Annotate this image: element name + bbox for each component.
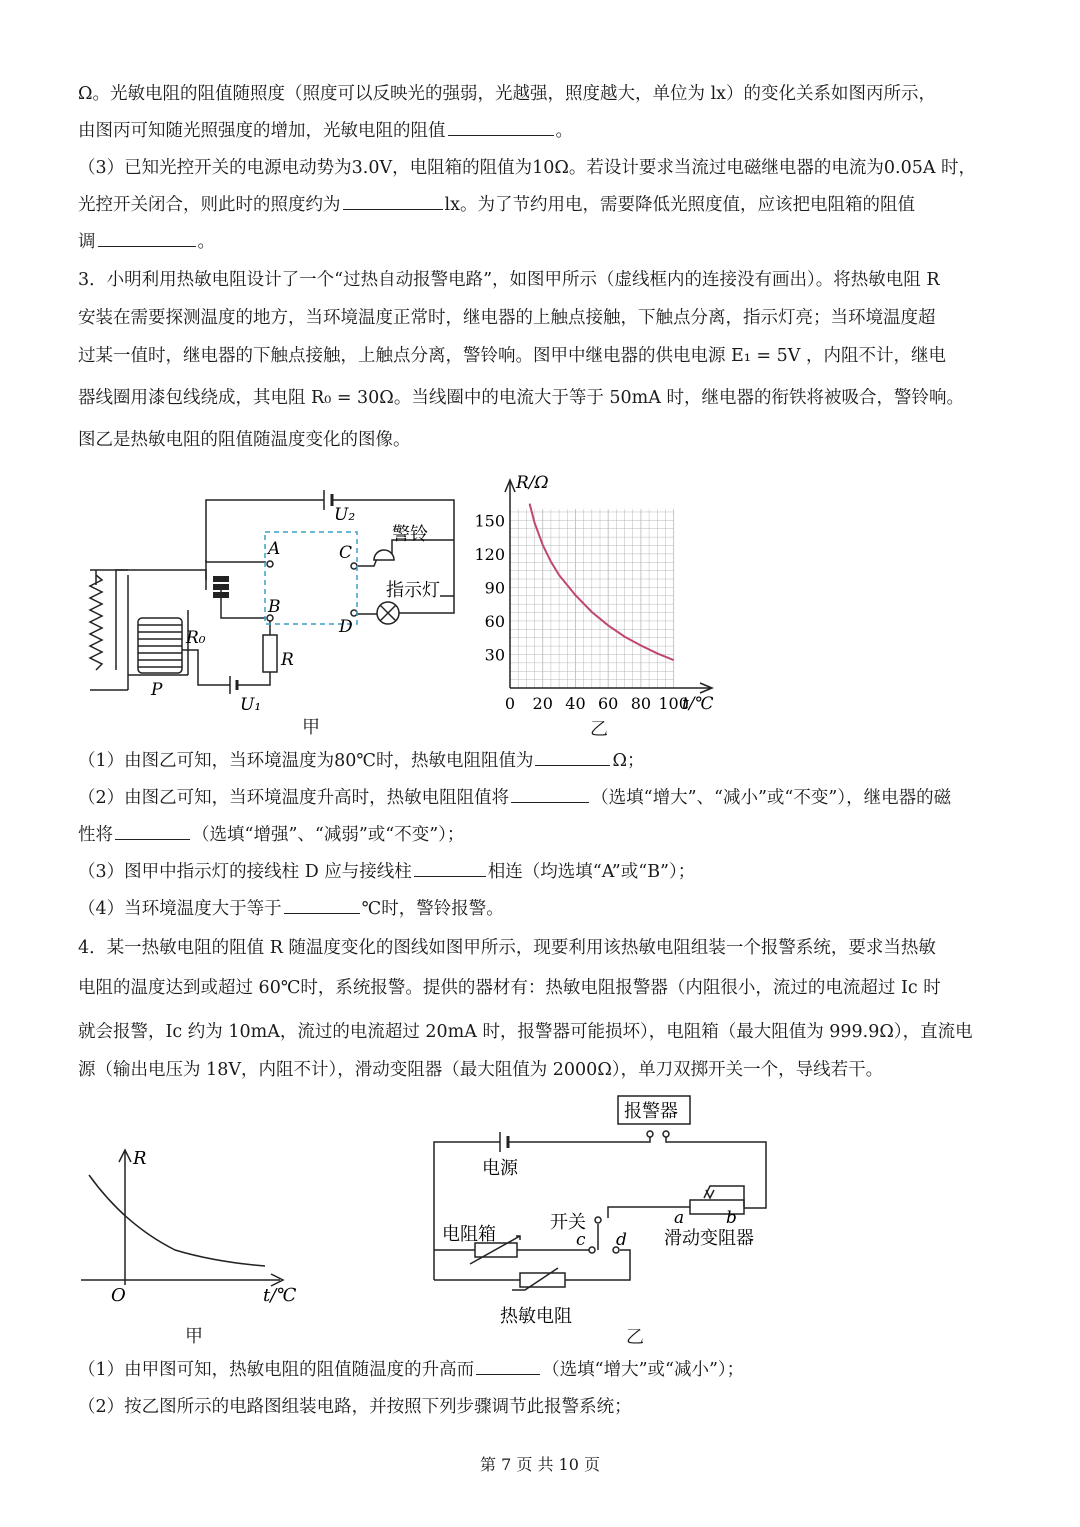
y-tick-label: 30: [484, 645, 505, 665]
fig4a-origin: O: [111, 1285, 126, 1306]
y-tick-label: 120: [474, 544, 505, 564]
page-footer: 第 7 页 共 10 页: [480, 1455, 600, 1474]
q2-line-2-end: 。: [555, 121, 573, 141]
q4-line-4: 源（输出电压为 18V，内阻不计），滑动变阻器（最大阻值为 2000Ω），单刀双掷开关一个，导线若干。: [78, 1060, 884, 1080]
q3-sub-4-end: ℃时，警铃报警。: [361, 899, 504, 919]
label-bell: 警铃: [392, 524, 428, 545]
label-resistance-box: 电阻箱: [442, 1224, 496, 1245]
label-d: d: [616, 1230, 627, 1250]
label-B: B: [268, 597, 281, 617]
label-a: a: [674, 1208, 685, 1228]
q3-sub-1-end: Ω；: [612, 751, 645, 771]
q4-line-2: 电阻的温度达到或超过 60℃时，系统报警。提供的器材有：热敏电阻报警器（内阻很小，流过的电流超过 Ic 时: [78, 978, 941, 998]
q3-sub-2: [78, 790, 951, 808]
y-tick-label: 150: [474, 511, 505, 531]
q2-line-4-text: 光控开关闭合，则此时的照度约为: [78, 195, 341, 215]
q3-sub-1: [78, 753, 645, 771]
q4-line-1: 4．某一热敏电阻的阻值 R 随温度变化的图线如图甲所示，现要利用该热敏电阻组装一个报警系统，要求当热敏: [78, 938, 936, 958]
q2-line-5-text: 调: [78, 232, 96, 252]
q3-sub-2b-end: （选填“增强”、“减弱”或“不变”）；: [192, 825, 465, 845]
q3-sub-2b: [78, 827, 464, 845]
chart-series-line: [530, 504, 674, 660]
fig4a-xlabel: t/℃: [263, 1285, 297, 1306]
chart-ticks: [474, 511, 688, 713]
label-rheostat: 滑动变阻器: [664, 1228, 754, 1249]
answer-blank[interactable]: [511, 801, 589, 803]
label-C: C: [339, 543, 353, 563]
q3-sub-3-end: 相连（均选填“A”或“B”）；: [487, 862, 696, 882]
x-tick-label: 80: [630, 694, 652, 713]
label-R: R: [281, 650, 294, 670]
answer-blank[interactable]: [448, 134, 554, 136]
relay-circuit-figure: [88, 480, 468, 745]
alarm-circuit-figure: [420, 1090, 790, 1330]
q3-sub-3: [78, 864, 695, 882]
y-tick-label: 90: [484, 578, 505, 598]
q2-line-4-end: lx。为了节约用电，需要降低光照度值，应该把电阻箱的阻值: [444, 195, 915, 215]
answer-blank[interactable]: [535, 764, 610, 766]
label-lamp: 指示灯: [386, 580, 440, 601]
q2-line-1: Ω。光敏电阻的阻值随照度（照度可以反映光的强弱，光越强，照度越大，单位为 lx）的变化关系如图丙所示，: [78, 84, 937, 104]
q3-sub-4-text: （4）当环境温度大于等于: [78, 899, 282, 919]
bell-icon: [374, 550, 394, 560]
q2-line-5-end: 。: [197, 232, 215, 252]
chart-ylabel: R/Ω: [516, 473, 549, 493]
label-D: D: [339, 617, 353, 637]
label-R0: R₀: [186, 628, 206, 648]
x-tick-label: 0: [504, 694, 516, 713]
x-tick-label: 100: [658, 694, 689, 713]
label-U2: U₂: [334, 505, 356, 525]
label-A: A: [268, 539, 281, 559]
label-c: c: [576, 1230, 586, 1250]
x-tick-label: 40: [565, 694, 586, 713]
chart-grid: [510, 509, 674, 688]
q3-sub-2-text: （2）由图乙可知，当环境温度升高时，热敏电阻阻值将: [78, 788, 510, 808]
thermistor-chart: [470, 468, 730, 728]
q4-line-3: 就会报警，Ic 约为 10mA，流过的电流超过 20mA 时，报警器可能损坏），电阻箱（最大阻值为 999.9Ω），直流电: [78, 1022, 973, 1042]
label-alarm: 报警器: [624, 1101, 678, 1122]
y-tick-label: 60: [484, 611, 505, 631]
label-b: b: [726, 1208, 737, 1228]
q3-sub-4: [78, 901, 504, 919]
fig4a-ylabel: R: [133, 1148, 147, 1169]
answer-blank[interactable]: [284, 912, 360, 914]
q3-sub-3-text: （3）图甲中指示灯的接线柱 D 应与接线柱: [78, 862, 412, 882]
q3-line-1: 3．小明利用热敏电阻设计了一个“过热自动报警电路”，如图甲所示（虚线框内的连接没有画出）。将热敏电阻 R: [78, 270, 940, 290]
q4-sub-2: （2）按乙图所示的电路图组装电路，并按照下列步骤调节此报警系统；: [78, 1397, 632, 1417]
q2-line-5: [78, 234, 215, 252]
q3-line-5: 图乙是热敏电阻的阻值随温度变化的图像。: [78, 430, 411, 450]
q3-sub-2b-text: 性将: [78, 825, 113, 845]
x-tick-label: 60: [598, 694, 619, 713]
q2-line-2-text: 由图丙可知随光照强度的增加，光敏电阻的阻值: [78, 121, 446, 141]
q2-line-2: [78, 123, 573, 141]
thermistor: [520, 1273, 565, 1287]
answer-blank[interactable]: [343, 208, 443, 210]
q2-line-3: （3）已知光控开关的电源电动势为3.0V，电阻箱的阻值为10Ω。若设计要求当流过电磁继电器的电流为0.05A 时，: [78, 158, 977, 178]
answer-blank[interactable]: [476, 1373, 540, 1375]
q3-line-4: 器线圈用漆包线绕成，其电阻 R₀ = 30Ω。当线圈中的电流大于等于 50mA 时，继电器的衔铁将被吸合，警铃响。: [78, 388, 964, 408]
fig4a-caption: 甲: [185, 1326, 203, 1347]
r-t-sketch: [75, 1140, 305, 1310]
q4-sub-1-end: （选填“增大”或“减小”）；: [542, 1360, 745, 1380]
fig3a-caption: 甲: [302, 717, 320, 738]
q3-sub-2-end: （选填“增大”、“减小”或“不变”），继电器的磁: [591, 788, 952, 808]
fig3b-caption: 乙: [590, 719, 608, 740]
answer-blank[interactable]: [115, 838, 190, 840]
x-tick-label: 20: [532, 694, 553, 713]
answer-blank[interactable]: [414, 875, 486, 877]
chart-xlabel: t/℃: [682, 694, 714, 714]
q3-line-2: 安装在需要探测温度的地方，当环境温度正常时，继电器的上触点接触，下触点分离，指示灯亮；当环境温度超: [78, 308, 936, 328]
label-source: 电源: [482, 1158, 518, 1179]
label-switch: 开关: [550, 1212, 586, 1233]
label-thermistor: 热敏电阻: [500, 1306, 572, 1327]
q4-sub-1: [78, 1362, 744, 1380]
q3-sub-1-text: （1）由图乙可知，当环境温度为80℃时，热敏电阻阻值为: [78, 751, 534, 771]
q3-line-3: 过某一值时，继电器的下触点接触，上触点分离，警铃响。图甲中继电器的供电电源 E₁ = 5V ，内阻不计，继电: [78, 346, 946, 366]
fig4b-caption: 乙: [626, 1327, 644, 1348]
q2-line-4: [78, 197, 915, 215]
label-P: P: [151, 680, 163, 700]
answer-blank[interactable]: [98, 245, 196, 247]
label-U1: U₁: [240, 695, 262, 715]
q4-sub-1-text: （1）由甲图可知，热敏电阻的阻值随温度的升高而: [78, 1360, 475, 1380]
